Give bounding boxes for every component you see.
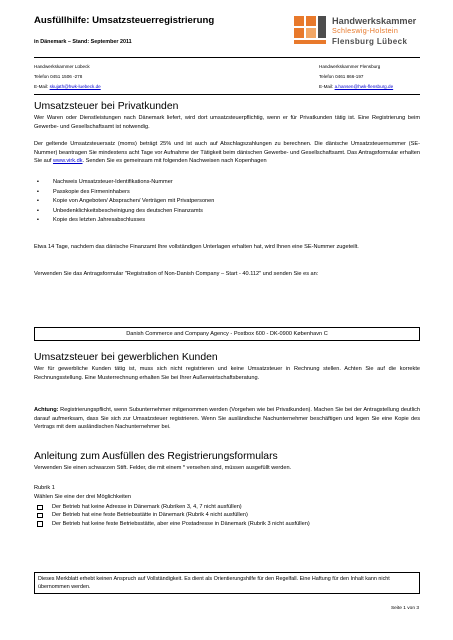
list-item <box>34 178 414 188</box>
list-item <box>34 216 414 226</box>
section-heading-gewerbliche-kunden: Umsatzsteuer bei gewerblichen Kunden <box>34 352 218 363</box>
rubrik-subtitle: Wählen Sie eine der drei Möglichkeiten <box>34 494 132 500</box>
header-divider <box>34 57 420 58</box>
contact-email-link[interactable]: skujath@hwk-luebeck.de <box>49 84 101 89</box>
checkbox-icon[interactable] <box>37 521 43 527</box>
paragraph: Verwenden Sie das Antragsformular "Registration of Non-Danish Company – Start - 40.112" und senden Sie es an: <box>34 271 319 277</box>
checkbox-icon[interactable] <box>37 505 43 511</box>
paragraph: Wer Waren oder Dienstleistungen nach Dänemark liefert, wird dort umsatzsteuerpflichtig, wenn er für Privatkunden tätig ist. Eine Registrierung beim Gewerbe- und Gesellschaftsamt ist notwendig. <box>34 115 420 130</box>
section-heading-privatkunden: Umsatzsteuer bei Privatkunden <box>34 101 179 112</box>
rubrik-title: Rubrik 1 <box>34 485 55 491</box>
bullet-icon: ▪ <box>37 188 39 195</box>
option-text: Der Betrieb hat eine feste Betriebsstätte in Dänemark (Rubrik 4 nicht ausfüllen) <box>52 512 248 519</box>
document-title: Ausfüllhilfe: Umsatzsteuerregistrierung <box>34 15 215 26</box>
logo-wordmark: Handwerkskammer <box>332 16 417 26</box>
contact-flensburg <box>319 62 393 92</box>
checkbox-icon[interactable] <box>37 513 43 519</box>
paragraph: Verwenden Sie einen schwarzen Stift. Felder, die mit einem * versehen sind, müssen ausgefüllt werden. <box>34 465 292 471</box>
disclaimer-box: Dieses Merkblatt erhebt keinen Anspruch auf Vollständigkeit. Es dient als Orientierungshilfe für den Regelfall. Eine Haftung für den Inhalt kann nicht übernommen werden. <box>34 572 420 594</box>
list-item <box>34 197 414 207</box>
contact-email-label: E-Mail: <box>34 84 50 89</box>
list-item <box>34 188 414 198</box>
paragraph-text: . Senden Sie es gemeinsam mit folgenden Nachweisen nach Kopenhagen <box>82 158 267 165</box>
paragraph-text: Der geltende Umsatzsteuersatz (moms) beträgt 25% und ist auch auf Abschlagszahlungen zu berechnen. Die dänische Umsatzsteuernummer (SE-Nummer) beantragen Sie mindestens acht Tage vor Aufnahme der Tätigkeit beim dänischen Gewerbe- und Gesellschaftsamt. Das Antragsformular erhalten Sie auf <box>34 141 420 165</box>
logo-region: Schleswig-Holstein <box>332 26 399 35</box>
contact-org: Handwerkskammer Flensburg <box>319 64 381 69</box>
list-item-text: Kopie des letzten Jahresabschlusses <box>53 217 146 224</box>
logo-mark-icon <box>292 13 328 51</box>
virk-link[interactable]: www.virk.dk <box>52 158 83 165</box>
list-item-text: Kopie von Angeboten/ Absprachen/ Verträgen mit Privatpersonen <box>53 198 215 205</box>
handwerkskammer-logo <box>292 13 428 57</box>
list-item-text: Nachweis Umsatzsteuer-Identifikations-Nummer <box>53 179 173 185</box>
option-item <box>34 511 420 519</box>
list-item-text: Unbedenklichkeitsbescheinigung des deutschen Finanzamts <box>53 207 203 214</box>
rubrik-options <box>34 503 420 528</box>
option-text: Der Betrieb hat keine feste Betriebsstätte, aber eine Postadresse in Dänemark (Rubrik 3 nicht ausfüllen) <box>52 520 310 527</box>
bullet-icon: ▪ <box>37 217 39 224</box>
page-number: Seite 1 von 3 <box>390 606 419 611</box>
contact-phone: Telefon 0461 866-197 <box>319 74 364 79</box>
contact-email-link[interactable]: a.hansen@hwk-flensburg.de <box>334 84 394 89</box>
warning-label: Achtung: <box>34 407 59 413</box>
option-item <box>34 520 420 528</box>
paragraph-warning <box>34 406 420 432</box>
section-heading-anleitung: Anleitung zum Ausfüllen des Registrierungsformulars <box>34 451 278 462</box>
list-item <box>34 207 414 217</box>
bullet-icon: ▪ <box>37 179 39 185</box>
contact-email-row <box>319 82 393 92</box>
paragraph: Wer für gewerbliche Kunden tätig ist, muss sich nicht registrieren und keine Umsatzsteuer in Rechnung stellen. Achten Sie auf die korrekte Rechnungsstellung. Eine Musterrechnung erhalten Sie bei Ihrer Außenwirtschaftsberatung. <box>34 366 420 381</box>
contact-phone: Telefon 0451 1506 -278 <box>34 74 83 79</box>
required-documents-list <box>34 178 414 226</box>
paragraph-text: Registrierungspflicht, wenn Subunternehmer mitgenommen werden (Vorgehen wie bei Privatkunden). Machen Sie bei der Antragstellung deutlich darauf aufmerksam, dass Sie sich zur Umsatzsteuer registrieren. Wenn Sie ausländische Nachunternehmer beschäftigen und legen Sie eine Kopie des Vertrags mit dem ausländischen Nachunternehmer bei. <box>34 407 420 431</box>
list-item-text: Passkopie des Firmeninhabers <box>53 188 130 195</box>
paragraph: Etwa 14 Tage, nachdem das dänische Finanzamt Ihre vollständigen Unterlagen erhalten hat, wird Ihnen eine SE-Nummer zugeteilt. <box>34 244 359 250</box>
contact-luebeck <box>34 62 101 92</box>
contact-org: Handwerkskammer Lübeck <box>34 64 90 69</box>
option-text: Der Betrieb hat keine Adresse in Dänemark (Rubriken 3, 4, 7 nicht ausfüllen) <box>52 504 242 510</box>
document-subtitle: in Dänemark – Stand: September 2011 <box>34 39 132 45</box>
logo-cities: Flensburg Lübeck <box>332 37 408 46</box>
option-item <box>34 503 420 511</box>
contact-email-row <box>34 82 101 92</box>
address-box: Danish Commerce and Company Agency - Postbox 600 - DK-0900 København C <box>34 327 420 341</box>
bullet-icon: ▪ <box>37 198 39 205</box>
contact-divider <box>34 94 420 95</box>
paragraph-registration <box>34 140 420 166</box>
contact-email-label: E-Mail: <box>319 84 335 89</box>
bullet-icon: ▪ <box>37 207 39 214</box>
